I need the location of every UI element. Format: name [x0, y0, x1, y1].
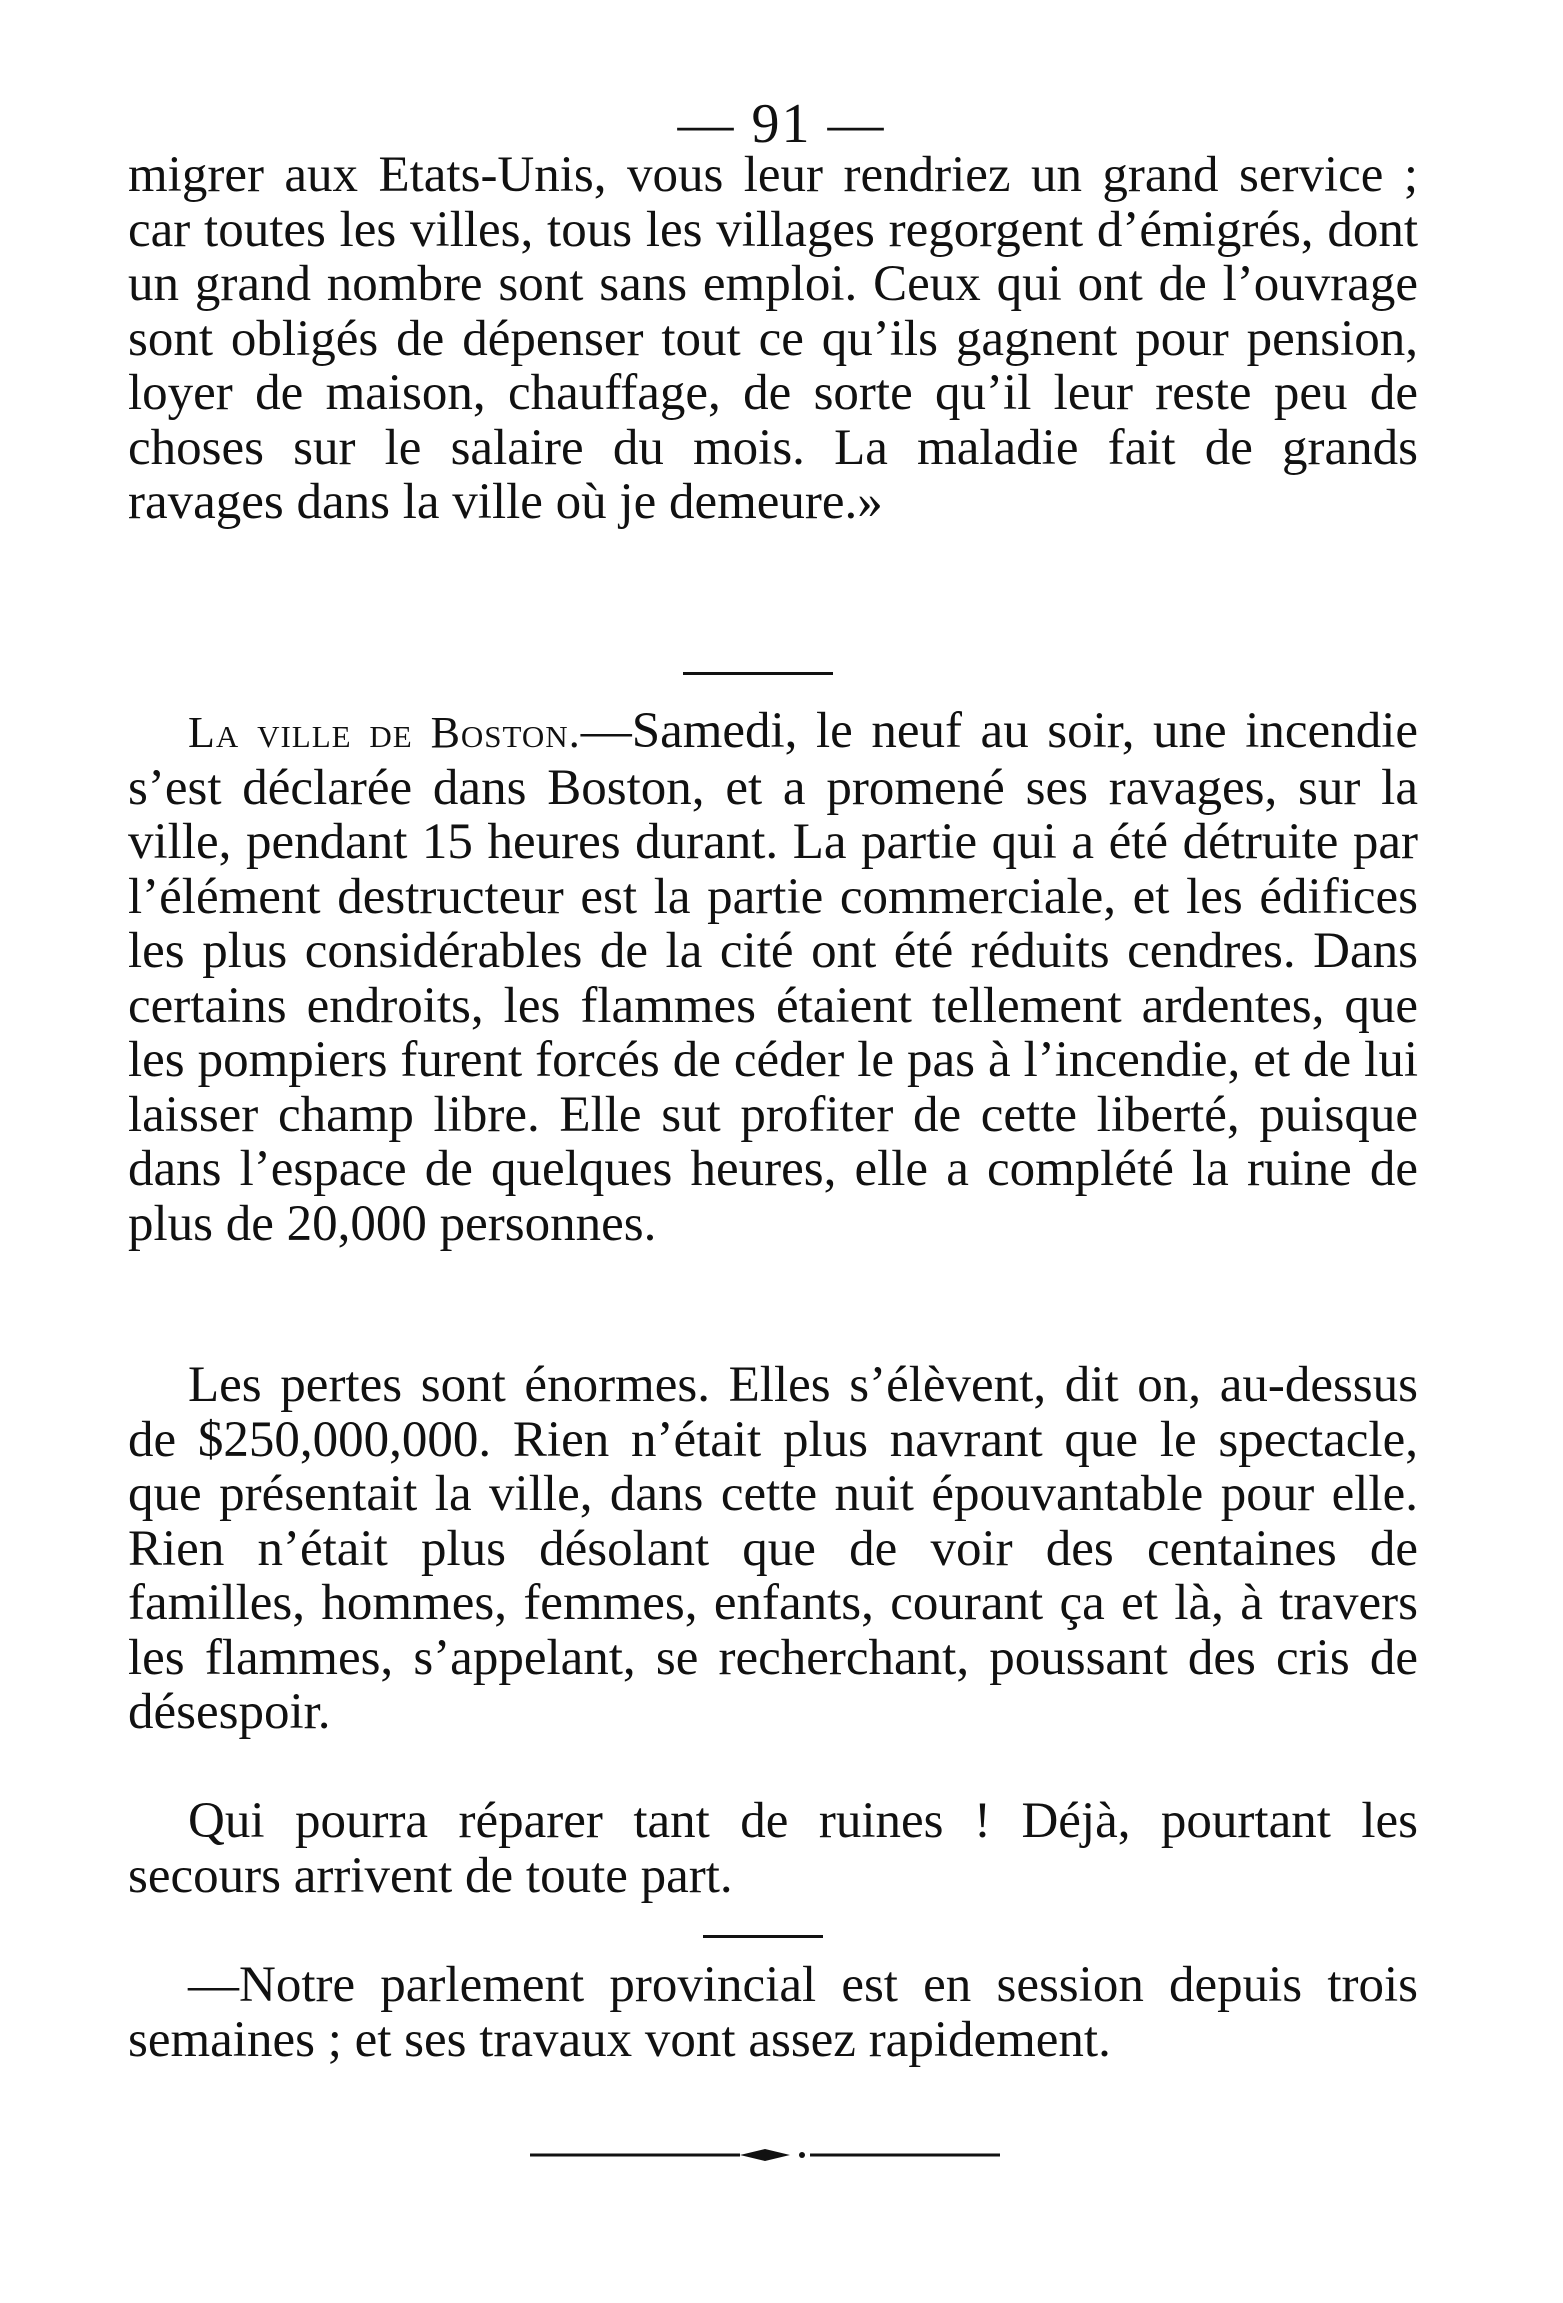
paragraph-text: migrer aux Etats-Unis, vous leur rendriez un grand service ; car toutes les villes, tous les villages regorgent d’émigrés, dont un grand nombre sont sans emploi. Ceux qui ont de l’ouvrage sont obligés de dépenser tout ce qu’ils gagnent pour pension, loyer de maison, chauffage, de sorte qu’il leur reste peu de choses sur le salaire du mois. La maladie fait de grands ravages dans la ville où je demeure.»: [128, 147, 1418, 530]
boston-body: —Samedi, le neuf au soir, une incendie s’est déclarée dans Boston, et a promené ses ravages, sur la ville, pendant 15 heures durant. La partie qui a été détruite par l’élément destructeur est la partie commerciale, et les édifices les plus considérables de la cité ont été réduits cendres. Dans certains endroits, les flammes étaient tellement ardentes, que les pompiers furent forcés de céder le pas à l’incendie, et de lui laisser champ libre. Elle sut profiter de cette liberté, puisque dans l’espace de quelques heures, elle a complété la ruine de plus de 20,000 personnes.: [128, 703, 1418, 1252]
paragraph-text-boston: [128, 704, 1418, 1251]
paragraph-text: Les pertes sont énormes. Elles s’élèvent, dit on, au-dessus de $250,000,000. Rien n’était plus navrant que le spectacle, que présentait la ville, dans cette nuit épouvantable pour elle. Rien n’était plus désolant que de voir des centaines de familles, hommes, femmes, enfants, courant ça et là, à travers les flammes, s’appelant, se recherchant, poussant des cris de désespoir.: [128, 1357, 1418, 1740]
paragraph-boston: [128, 704, 1418, 1251]
paragraph-continuation: [128, 148, 1418, 530]
paragraph-relief: [128, 1794, 1418, 1903]
section-heading: La ville de Boston.: [188, 708, 581, 757]
paragraph-text: Qui pourra réparer tant de ruines ! Déjà, pourtant les secours arrivent de toute part.: [128, 1793, 1418, 1904]
section-divider: [683, 672, 833, 675]
end-ornament: [530, 2148, 1000, 2162]
section-divider: [703, 1935, 823, 1938]
paragraph-text: —Notre parlement provincial est en session depuis trois semaines ; et ses travaux vont assez rapidement.: [128, 1957, 1418, 2068]
paragraph-parliament: [128, 1958, 1418, 2067]
page-number: — 91 —: [677, 93, 886, 155]
paragraph-losses: [128, 1358, 1418, 1740]
